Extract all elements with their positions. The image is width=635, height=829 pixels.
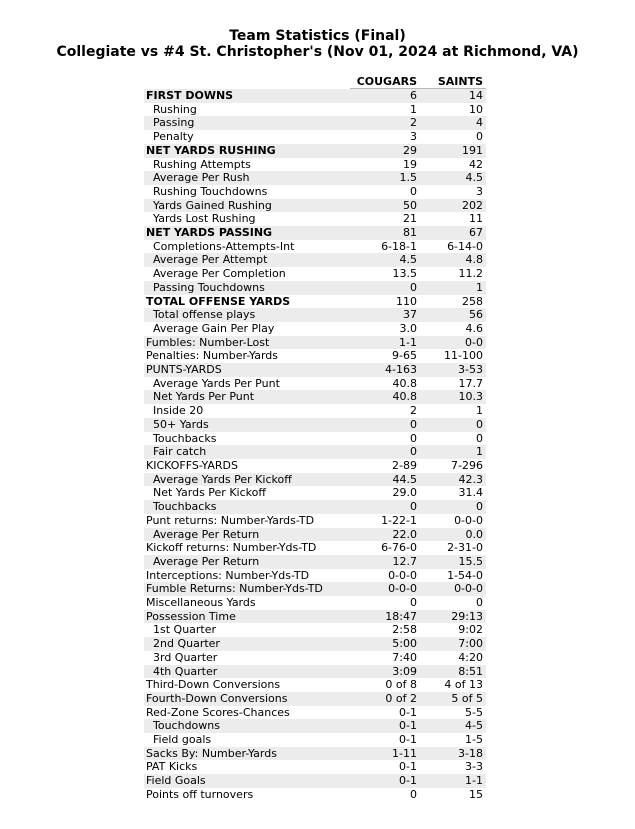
- cougars-value: 2:58: [392, 623, 417, 637]
- cougars-value: 0: [350, 281, 420, 295]
- stat-label: Penalty: [153, 130, 194, 144]
- stat-label: PAT Kicks: [146, 760, 198, 774]
- saints-value: 15.5: [420, 555, 486, 569]
- table-row: [144, 322, 486, 336]
- saints-value: 0: [476, 596, 483, 610]
- stat-label: NET YARDS PASSING: [144, 226, 350, 240]
- saints-value: 3-18: [420, 747, 486, 761]
- saints-value: 4.6: [465, 321, 483, 335]
- stat-label: Fumble Returns: Number-Yds-TD: [144, 582, 350, 596]
- saints-value: 9:02: [458, 623, 483, 637]
- saints-value: 42: [469, 157, 483, 171]
- table-row: [144, 116, 486, 130]
- table-row: [144, 158, 486, 172]
- table-row: [144, 253, 486, 267]
- table-row: [144, 665, 486, 679]
- stat-label: Average Per Rush: [144, 171, 350, 185]
- stat-label: Total offense plays: [144, 308, 350, 322]
- cougars-value: 1-11: [350, 747, 420, 761]
- cougars-value: 29: [350, 144, 420, 158]
- table-row: [144, 733, 486, 747]
- table-row: [144, 171, 486, 185]
- saints-value: 17.7: [458, 376, 483, 390]
- stat-label: Third-Down Conversions: [146, 678, 281, 692]
- cougars-value: 22.0: [350, 528, 420, 542]
- cougars-value: 0-1: [350, 774, 420, 788]
- stat-label: Field Goals: [144, 774, 350, 788]
- cougars-value: 50: [350, 199, 420, 213]
- saints-value: 1-1: [420, 774, 486, 788]
- stat-label: Fourth-Down Conversions: [144, 692, 350, 706]
- table-row: [144, 308, 486, 322]
- table-row: [144, 295, 486, 309]
- saints-value: 1: [420, 445, 486, 459]
- report-subtitle: Collegiate vs #4 St. Christopher's (Nov 01, 2024 at Richmond, VA): [56, 44, 579, 60]
- table-row: [144, 747, 486, 761]
- stat-label: Punt returns: Number-Yards-TD: [146, 513, 315, 527]
- table-row: [144, 432, 486, 446]
- saints-value: 11: [469, 212, 483, 226]
- table-row: [144, 692, 486, 706]
- table-row: [144, 363, 486, 377]
- saints-value: 31.4: [458, 486, 483, 500]
- cougars-value: 0-0-0: [350, 582, 420, 596]
- stat-label: Average Per Return: [144, 528, 350, 542]
- table-row: [144, 281, 486, 295]
- cougars-value: 44.5: [350, 473, 420, 487]
- saints-value: 3-53: [420, 363, 486, 377]
- saints-value: 15: [469, 787, 483, 801]
- stat-label: PUNTS-YARDS: [144, 363, 350, 377]
- saints-value: 1-5: [465, 733, 483, 747]
- table-row: [144, 541, 486, 555]
- cougars-value: 40.8: [392, 376, 417, 390]
- cougars-value: 0 of 8: [385, 678, 417, 692]
- saints-value: 0-0-0: [454, 513, 483, 527]
- cougars-value: 0: [410, 787, 417, 801]
- cougars-value: 21: [403, 212, 417, 226]
- saints-value: 7:00: [420, 637, 486, 651]
- table-row: [144, 774, 486, 788]
- saints-value: 4.8: [420, 253, 486, 267]
- cougars-value: 1-1: [350, 336, 420, 350]
- cougars-value: 3.0: [399, 321, 417, 335]
- stat-label: Kickoff returns: Number-Yds-TD: [146, 541, 317, 555]
- cougars-value: 5:00: [350, 637, 420, 651]
- cougars-value: 4.5: [350, 253, 420, 267]
- table-row: [144, 144, 486, 158]
- stat-label: Average Yards Per Kickoff: [144, 473, 350, 487]
- stat-label: Rushing Touchdowns: [153, 184, 268, 198]
- table-row: [144, 500, 486, 514]
- saints-value: 4.5: [420, 171, 486, 185]
- saints-value: 3-3: [465, 760, 483, 774]
- stat-label: Net Yards Per Kickoff: [153, 486, 266, 500]
- table-row: [144, 226, 486, 240]
- cougars-value: 0: [410, 184, 417, 198]
- saints-value: 1: [476, 404, 483, 418]
- cougars-value: 1-22-1: [381, 513, 417, 527]
- table-row: [144, 610, 486, 624]
- table-row: [144, 89, 486, 103]
- saints-value: 42.3: [420, 473, 486, 487]
- saints-value: 202: [420, 199, 486, 213]
- stat-label: Average Gain Per Play: [153, 321, 275, 335]
- cougars-value: 19: [403, 157, 417, 171]
- table-row: [144, 473, 486, 487]
- stat-label: Average Yards Per Punt: [153, 376, 280, 390]
- table-row: [144, 486, 486, 500]
- stat-label: Red-Zone Scores-Chances: [146, 705, 290, 719]
- cougars-value: 12.7: [350, 555, 420, 569]
- stat-label: Rushing Attempts: [153, 157, 251, 171]
- stat-label: Rushing: [153, 102, 197, 116]
- cougars-value: 2-89: [392, 458, 417, 472]
- table-row: [144, 623, 486, 637]
- stat-label: Net Yards Per Punt: [144, 390, 350, 404]
- saints-value: 5-5: [465, 705, 483, 719]
- cougars-value: 2: [410, 404, 417, 418]
- stat-label-header: [144, 75, 350, 89]
- stat-label: 4th Quarter: [144, 665, 350, 679]
- cougars-value: 3: [410, 130, 417, 144]
- cougars-value: 7:40: [392, 650, 417, 664]
- table-row: [144, 212, 486, 226]
- cougars-value: 0-1: [399, 705, 417, 719]
- saints-value: 14: [420, 89, 486, 103]
- stat-label: TOTAL OFFENSE YARDS: [146, 294, 291, 308]
- table-row: [144, 637, 486, 651]
- cougars-value: 0: [350, 418, 420, 432]
- table-row: [144, 418, 486, 432]
- saints-value: 10.3: [420, 390, 486, 404]
- table-row: [144, 514, 486, 528]
- table-row: [144, 788, 486, 802]
- table-row: [144, 555, 486, 569]
- table-row: [144, 240, 486, 254]
- stat-label: Touchbacks: [153, 431, 217, 445]
- stat-label: Penalties: Number-Yards: [146, 349, 278, 363]
- stat-label: Field goals: [153, 733, 212, 747]
- cougars-value: 6-18-1: [381, 239, 417, 253]
- table-row: [144, 199, 486, 213]
- stat-label: Points off turnovers: [146, 787, 254, 801]
- saints-value: 4-5: [420, 719, 486, 733]
- table-row: [144, 267, 486, 281]
- cougars-value: 0-1: [399, 733, 417, 747]
- table-row: [144, 706, 486, 720]
- saints-value: 7-296: [451, 458, 483, 472]
- cougars-value: 2: [350, 116, 420, 130]
- cougars-value: 1.5: [350, 171, 420, 185]
- saints-value: 4:20: [458, 650, 483, 664]
- stat-label: Miscellaneous Yards: [146, 596, 256, 610]
- saints-value: 0: [476, 431, 483, 445]
- saints-value: 0: [420, 500, 486, 514]
- table-row: [144, 651, 486, 665]
- saints-value: 0.0: [420, 528, 486, 542]
- table-row: [144, 678, 486, 692]
- table-row: [144, 528, 486, 542]
- cougars-value: 9-65: [392, 349, 417, 363]
- table-row: [144, 390, 486, 404]
- report-title: Team Statistics (Final): [229, 28, 406, 44]
- table-row: [144, 459, 486, 473]
- cougars-value: 37: [350, 308, 420, 322]
- stat-label: Fumbles: Number-Lost: [144, 336, 350, 350]
- column-header-saints: SAINTS: [420, 75, 486, 89]
- saints-value: 0-0-0: [420, 582, 486, 596]
- cougars-value: 1: [410, 102, 417, 116]
- cougars-value: 0 of 2: [350, 692, 420, 706]
- cougars-value: 13.5: [392, 267, 417, 281]
- saints-value: 1-54-0: [447, 568, 483, 582]
- stat-label: Possession Time: [144, 610, 350, 624]
- stat-label: Passing Touchdowns: [144, 281, 350, 295]
- cougars-value: 4-163: [350, 363, 420, 377]
- stat-label: 2nd Quarter: [144, 637, 350, 651]
- stat-label: FIRST DOWNS: [144, 89, 350, 103]
- saints-value: 0-0: [420, 336, 486, 350]
- stat-label: Passing: [144, 116, 350, 130]
- team-stats-table: [144, 75, 486, 802]
- stat-label: NET YARDS RUSHING: [144, 144, 350, 158]
- saints-value: 67: [420, 226, 486, 240]
- stat-label: 3rd Quarter: [153, 650, 218, 664]
- table-row: [144, 185, 486, 199]
- stat-label: Yards Gained Rushing: [144, 199, 350, 213]
- stat-label: Sacks By: Number-Yards: [144, 747, 350, 761]
- saints-value: 56: [420, 308, 486, 322]
- cougars-value: 18:47: [350, 610, 420, 624]
- stat-label: Yards Lost Rushing: [153, 212, 256, 226]
- table-row: [144, 404, 486, 418]
- table-row: [144, 582, 486, 596]
- table-row: [144, 445, 486, 459]
- stat-label: Completions-Attempts-Int: [153, 239, 295, 253]
- cougars-value: 0-1: [350, 719, 420, 733]
- cougars-value: 0: [410, 596, 417, 610]
- saints-value: 1: [420, 281, 486, 295]
- cougars-value: 0: [350, 445, 420, 459]
- stat-label: Average Per Return: [144, 555, 350, 569]
- saints-value: 4: [420, 116, 486, 130]
- saints-value: 3: [476, 184, 483, 198]
- saints-value: 4 of 13: [444, 678, 483, 692]
- table-header-row: [144, 75, 486, 89]
- table-row: [144, 377, 486, 391]
- saints-value: 258: [462, 294, 483, 308]
- cougars-value: 40.8: [350, 390, 420, 404]
- cougars-value: 6: [350, 89, 420, 103]
- saints-value: 0: [420, 418, 486, 432]
- saints-value: 0: [476, 130, 483, 144]
- stats-body: [144, 89, 486, 802]
- table-row: [144, 336, 486, 350]
- saints-value: 11.2: [458, 267, 483, 281]
- stat-label: Inside 20: [153, 404, 204, 418]
- cougars-value: 0-1: [399, 760, 417, 774]
- saints-value: 5 of 5: [420, 692, 486, 706]
- cougars-value: 0: [350, 500, 420, 514]
- stat-label: Interceptions: Number-Yds-TD: [146, 568, 310, 582]
- column-header-cougars: COUGARS: [350, 75, 420, 89]
- stat-label: 1st Quarter: [153, 623, 217, 637]
- stat-label: Average Per Attempt: [144, 253, 350, 267]
- stat-label: Average Per Completion: [153, 267, 286, 281]
- cougars-value: 29.0: [392, 486, 417, 500]
- table-row: [144, 760, 486, 774]
- saints-value: 8:51: [420, 665, 486, 679]
- cougars-value: 0: [410, 431, 417, 445]
- cougars-value: 6-76-0: [381, 541, 417, 555]
- cougars-value: 110: [396, 294, 417, 308]
- saints-value: 6-14-0: [447, 239, 483, 253]
- saints-value: 191: [420, 144, 486, 158]
- cougars-value: 81: [350, 226, 420, 240]
- saints-value: 11-100: [444, 349, 483, 363]
- saints-value: 2-31-0: [447, 541, 483, 555]
- table-row: [144, 349, 486, 363]
- stat-label: Fair catch: [144, 445, 350, 459]
- cougars-value: 3:09: [350, 665, 420, 679]
- table-row: [144, 130, 486, 144]
- stat-label: KICKOFFS-YARDS: [146, 458, 239, 472]
- table-row: [144, 569, 486, 583]
- saints-value: 10: [469, 102, 483, 116]
- stat-label: 50+ Yards: [144, 418, 350, 432]
- saints-value: 29:13: [420, 610, 486, 624]
- table-row: [144, 596, 486, 610]
- stat-label: Touchdowns: [144, 719, 350, 733]
- table-row: [144, 103, 486, 117]
- stat-label: Touchbacks: [144, 500, 350, 514]
- table-row: [144, 719, 486, 733]
- cougars-value: 0-0-0: [388, 568, 417, 582]
